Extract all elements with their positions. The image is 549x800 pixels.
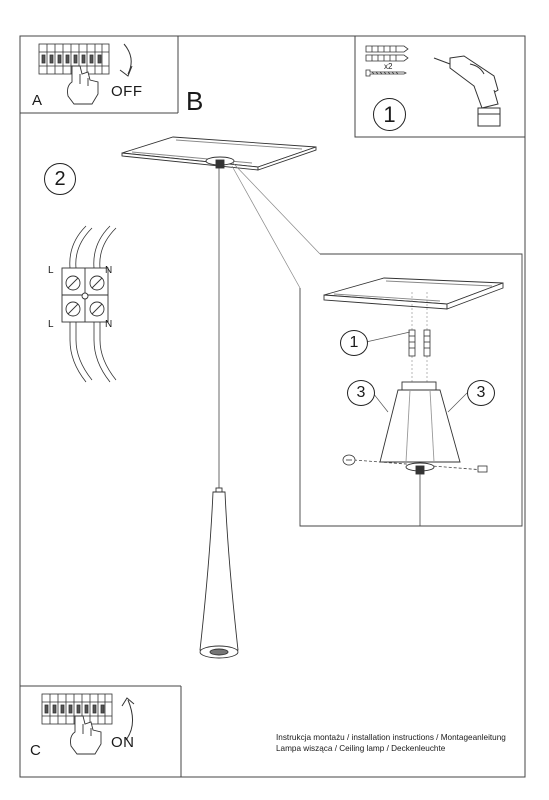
panel-a-label: A: [32, 92, 43, 109]
rotate-down-arrow-icon: [120, 44, 132, 76]
hand-icon: [68, 66, 99, 104]
wire-label-n-bottom: N: [105, 319, 113, 330]
detail-callout-3-right: [467, 380, 495, 406]
hand-icon: [71, 716, 102, 754]
mounting-bracket: [380, 382, 460, 462]
supply-wires: [70, 226, 116, 268]
pendant-shade: [200, 488, 238, 658]
on-label: ON: [111, 734, 135, 751]
wire-label-l-top: L: [48, 265, 54, 276]
wire-label-n-top: N: [105, 265, 113, 276]
detail-callout-1-number: 1: [349, 334, 359, 351]
panel-c-label: C: [30, 742, 41, 759]
detail-callout-3-right-number: 3: [476, 384, 486, 401]
lamp-wires: [70, 319, 116, 382]
caption-line-1: Instrukcja montażu / installation instructions / Montageanleitung: [276, 733, 506, 742]
detail-callout-3-left-number: 3: [356, 384, 366, 401]
step-1-badge: [373, 98, 406, 131]
quantity-label: x2: [384, 62, 393, 71]
panel-b-label: B: [186, 86, 204, 116]
wall-plug-icon: [366, 46, 408, 61]
detail-ceiling-plate: [324, 278, 503, 309]
caption-line-2: Lampa wisząca / Ceiling lamp / Deckenleuchte: [276, 743, 446, 753]
detail-callout-1: [340, 330, 368, 356]
step-1-number: 1: [383, 101, 396, 127]
detail-callout-3-left: [347, 380, 375, 406]
detail-leader-lines: [232, 162, 320, 288]
canopy-cup: [406, 463, 434, 474]
wall-plug-icon: [409, 330, 430, 356]
wire-label-l-bottom: L: [48, 319, 54, 330]
caption-block: [276, 733, 506, 754]
step-2-number: 2: [54, 167, 66, 190]
drill-icon: [434, 56, 500, 126]
panel-a-frame: [20, 36, 178, 113]
step-2-badge: [44, 163, 76, 195]
terminal-block: [62, 268, 108, 322]
off-label: OFF: [111, 83, 143, 100]
